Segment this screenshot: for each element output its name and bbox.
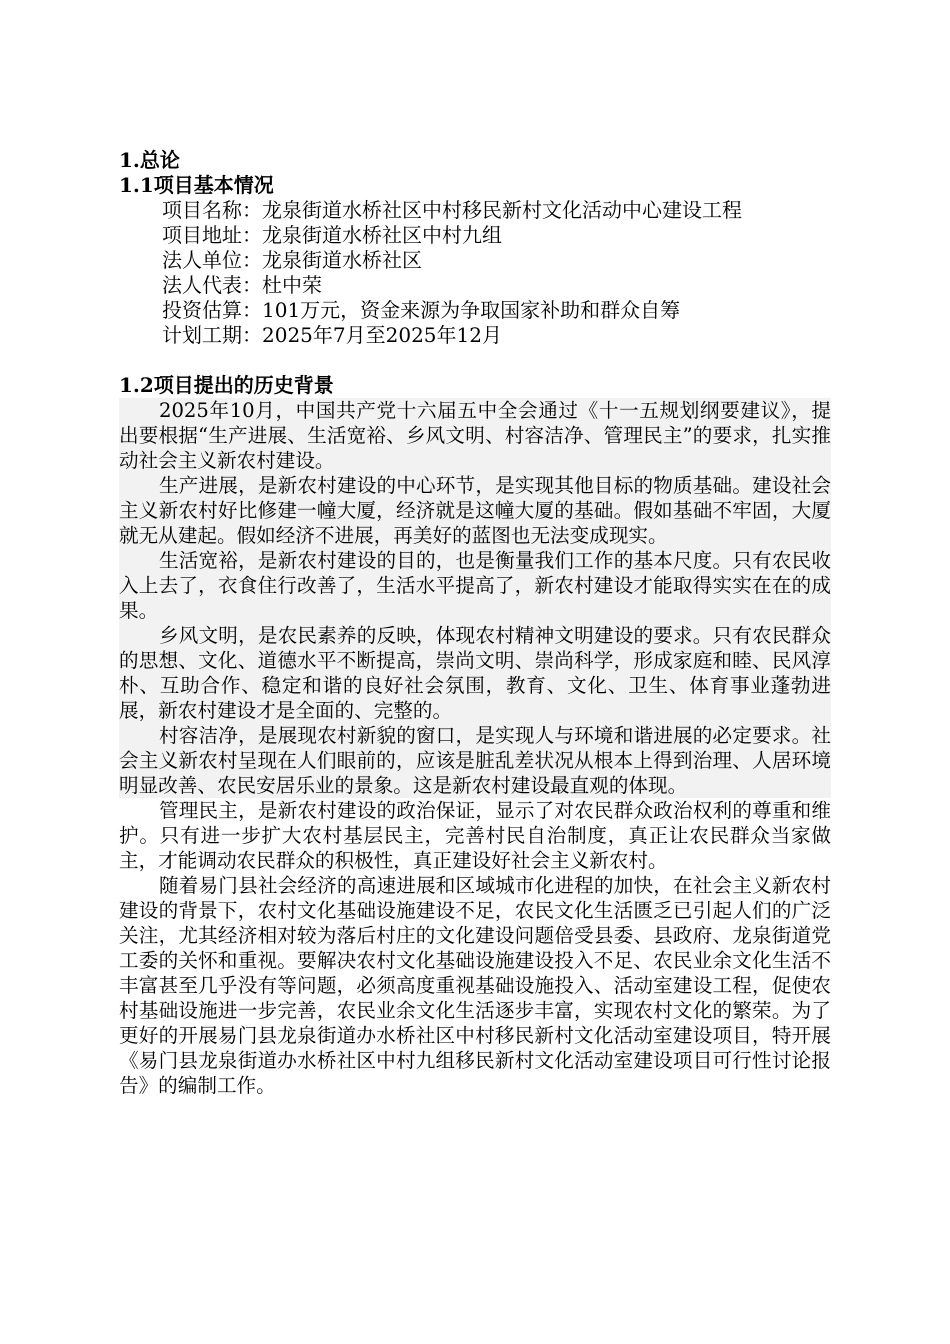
paragraph: 生活宽裕，是新农村建设的目的，也是衡量我们工作的基本尺度。只有农民收入上去了，衣食住行改善了，生活水平提高了，新农村建设才能取得实实在在的成果。 [119, 549, 831, 622]
chapter-heading: 1.总论 [119, 148, 180, 172]
paragraph: 生产进展，是新农村建设的中心环节，是实现其他目标的物质基础。建设社会主义新农村好比修建一幢大厦，经济就是这幢大厦的基础。假如基础不牢固，大厦就无从建起。假如经济不进展，再美好的蓝图也无法变成现实。 [119, 474, 831, 547]
info-row-legal-representative [119, 273, 839, 298]
paragraph: 管理民主，是新农村建设的政治保证，显示了对农民群众政治权利的尊重和维护。只有进一步扩大农村基层民主，完善村民自治制度，真正让农民群众当家做主，才能调动农民群众的积极性，真正建设好社会主义新农村。 [119, 799, 831, 872]
info-value: 龙泉街道水桥社区 [262, 248, 422, 272]
info-value: 龙泉街道水桥社区中村九组 [262, 223, 502, 247]
paragraph: 随着易门县社会经济的高速进展和区域城市化进程的加快，在社会主义新农村建设的背景下，农村文化基础设施建设不足，农民文化生活匮乏已引起人们的广泛关注，尤其经济相对较为落后村庄的文化建设问题倍受县委、县政府、龙泉街道党工委的关怀和重视。要解决农村文化基础设施建设投入不足、农民业余文化生活不丰富甚至几乎没有等问题，必须高度重视基础设施投入、活动室建设工程，促使农村基础设施进一步完善，农民业余文化生活逐步丰富，实现农村文化的繁荣。为了更好的开展易门县龙泉街道办水桥社区中村移民新村文化活动室建设项目，特开展《易门县龙泉街道办水桥社区中村九组移民新村文化活动室建设项目可行性讨论报告》的编制工作。 [119, 874, 831, 1097]
info-value: 101万元，资金来源为争取国家补助和群众自筹 [262, 298, 681, 322]
info-row-project-name [119, 198, 839, 223]
section-heading-basic-info: 1.1项目基本情况 [119, 173, 274, 197]
paragraph: 2025年10月，中国共产党十六届五中全会通过《十一五规划纲要建议》，提出要根据“生产进展、生活宽裕、乡风文明、村容洁净、管理民主”的要求，扎实推动社会主义新农村建设。 [119, 399, 831, 472]
info-value: 杜中荣 [262, 273, 322, 297]
blank-line [119, 348, 839, 373]
info-value: 龙泉街道水桥社区中村移民新村文化活动中心建设工程 [262, 198, 742, 222]
info-label: 法人代表： [162, 273, 262, 297]
info-label: 法人单位： [162, 248, 262, 272]
info-row-schedule [119, 323, 839, 348]
info-row-project-address [119, 223, 839, 248]
info-label: 计划工期： [162, 323, 262, 347]
info-row-investment [119, 298, 839, 323]
section-heading-background: 1.2项目提出的历史背景 [119, 373, 334, 397]
info-row-legal-entity [119, 248, 839, 273]
paragraph: 村容洁净，是展现农村新貌的窗口，是实现人与环境和谐进展的必定要求。社会主义新农村呈现在人们眼前的，应该是脏乱差状况从根本上得到治理、人居环境明显改善、农民安居乐业的景象。这是新农村建设最直观的体现。 [119, 724, 831, 797]
info-label: 投资估算： [162, 298, 262, 322]
info-label: 项目名称： [162, 198, 262, 222]
document-page [119, 148, 839, 1098]
info-label: 项目地址： [162, 223, 262, 247]
paragraph: 乡风文明，是农民素养的反映，体现农村精神文明建设的要求。只有农民群众的思想、文化、道德水平不断提高，崇尚文明、崇尚科学，形成家庭和睦、民风淳朴、互助合作、稳定和谐的良好社会氛围，教育、文化、卫生、体育事业蓬勃进展，新农村建设才是全面的、完整的。 [119, 624, 831, 722]
info-value: 2025年7月至2025年12月 [262, 323, 502, 347]
